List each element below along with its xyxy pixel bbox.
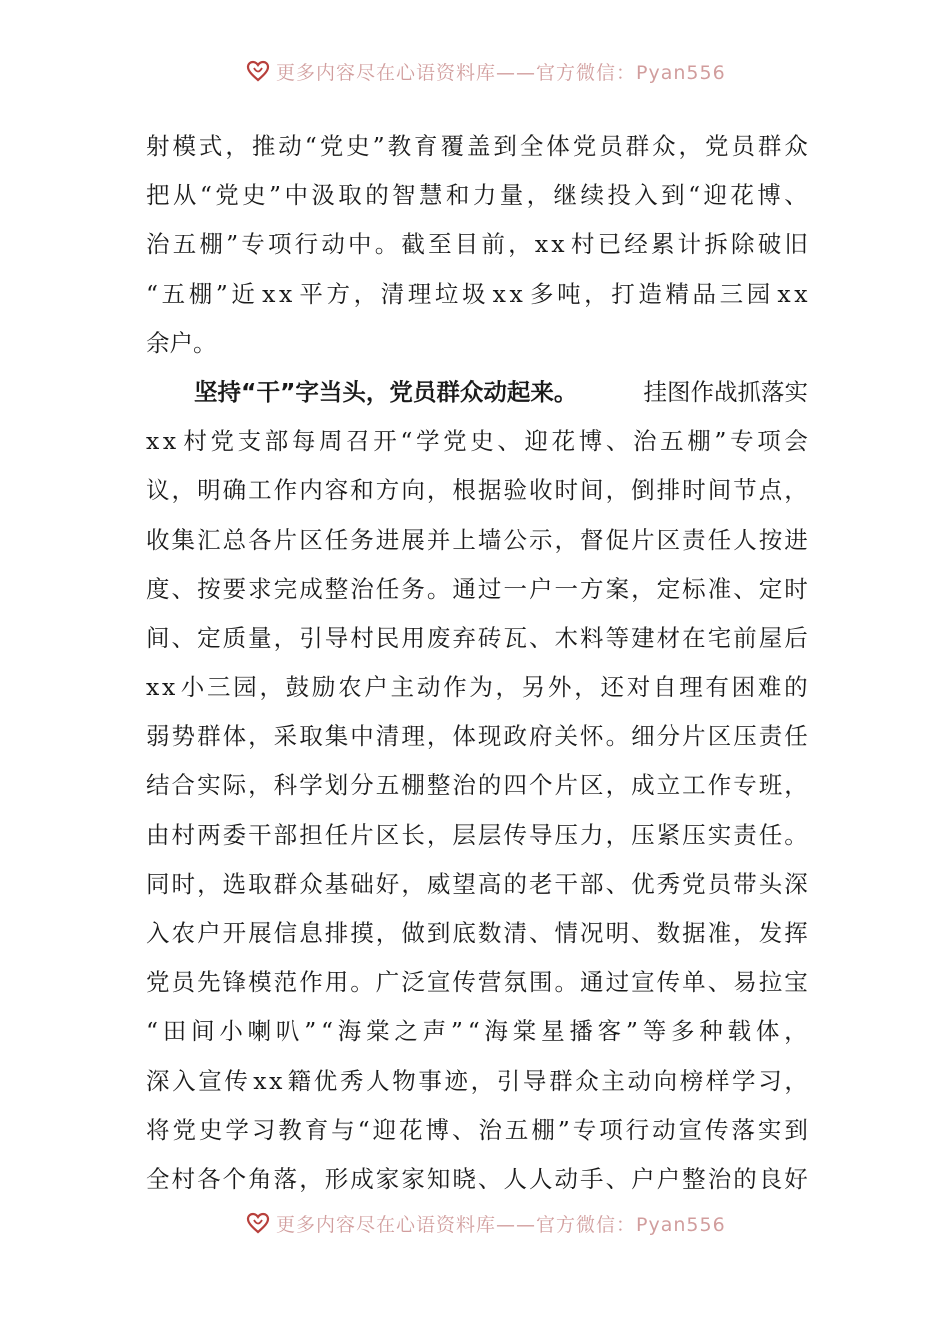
- heart-logo-icon: [246, 59, 270, 83]
- text-line: 深 入 宣 传 x x 籍 优 秀 人 物 事 迹 ， 引 导 群 众 主 动 向 榜 样 学 习 ，: [146, 1066, 808, 1095]
- text-line: 入 农 户 开 展 信 息 排 摸 ， 做 到 底 数 清 、 情 况 明 、 数 据 准 ， 发 挥: [146, 919, 808, 947]
- text-line: “ 田 间 小 喇 叭 ” “ 海 棠 之 声 ” “ 海 棠 星 播 客 ” 等 多 种 载 体 ，: [146, 1017, 808, 1046]
- watermark-text: 更多内容尽在心语资料库——官方微信：Pyan556: [276, 61, 726, 84]
- text-line: 党 员 先 锋 模 范 作 用 。 广 泛 宣 传 营 氛 围 。 通 过 宣 传 单 、 易 拉 宝: [146, 968, 808, 997]
- text-line: x x 小 三 园 ， 鼓 励 农 户 主 动 作 为 ， 另 外 ， 还 对 自 理 有 困 难 的: [146, 673, 808, 702]
- heart-logo-icon: [246, 1211, 270, 1235]
- text-line: 射 模 式 ， 推 动 “ 党 史 ” 教 育 覆 盖 到 全 体 党 员 群 众 ， 党 员 群 众: [146, 132, 808, 160]
- text-line: 治 五 棚 ” 专 项 行 动 中 。 截 至 目 前 ， x x 村 已 经 累 计 拆 除 破 旧: [146, 230, 808, 259]
- paragraph-heading: 坚持“干”字当头，党员群众动起来。: [194, 377, 578, 406]
- text-line: 间 、 定 质 量 ， 引 导 村 民 用 废 弃 砖 瓦 、 木 料 等 建 材 在 宅 前 屋 后: [146, 623, 808, 652]
- text-line: “ 五 棚 ” 近 x x 平 方 ， 清 理 垃 圾 x x 多 吨 ， 打 造 精 品 三 园 x x: [146, 279, 808, 308]
- paragraph-2: [146, 368, 808, 1204]
- text-line: 把 从 “ 党 史 ” 中 汲 取 的 智 慧 和 力 量 ， 继 续 投 入 到 “ 迎 花 博 、: [146, 181, 808, 210]
- header-watermark: [246, 58, 766, 84]
- watermark-text: 更多内容尽在心语资料库——官方微信：Pyan556: [276, 1213, 726, 1236]
- paragraph-heading-line: [146, 368, 808, 417]
- text-line: 议 ， 明 确 工 作 内 容 和 方 向 ， 根 据 验 收 时 间 ， 倒 排 时 间 节 点 ，: [146, 476, 808, 505]
- paragraph-1: [146, 122, 808, 368]
- document-body: [146, 122, 808, 1204]
- footer-watermark: [246, 1210, 766, 1236]
- text-line: 将 党 史 学 习 教 育 与 “ 迎 花 博 、 治 五 棚 ” 专 项 行 动 宣 传 落 实 到: [146, 1115, 808, 1144]
- text-line: 余户。: [146, 328, 217, 357]
- text-line: 由 村 两 委 干 部 担 任 片 区 长 ， 层 层 传 导 压 力 ， 压 紧 压 实 责 任 。: [146, 820, 808, 849]
- heading-line-rest: 挂图作战抓落实: [643, 377, 808, 406]
- text-line: 结 合 实 际 ， 科 学 划 分 五 棚 整 治 的 四 个 片 区 ， 成 立 工 作 专 班 ，: [146, 771, 808, 800]
- text-line: 收 集 汇 总 各 片 区 任 务 进 展 并 上 墙 公 示 ， 督 促 片 区 责 任 人 按 进: [146, 525, 808, 554]
- text-line: 全 村 各 个 角 落 ， 形 成 家 家 知 晓 、 人 人 动 手 、 户 户 整 治 的 良 好: [146, 1164, 808, 1193]
- text-line: 弱 势 群 体 ， 采 取 集 中 清 理 ， 体 现 政 府 关 怀 。 细 分 片 区 压 责 任: [146, 722, 808, 751]
- text-line: 度 、 按 要 求 完 成 整 治 任 务 。 通 过 一 户 一 方 案 ， 定 标 准 、 定 时: [146, 574, 808, 603]
- text-line: x x 村 党 支 部 每 周 召 开 “ 学 党 史 、 迎 花 博 、 治 五 棚 ” 专 项 会: [146, 427, 808, 456]
- text-line: 同 时 ， 选 取 群 众 基 础 好 ， 威 望 高 的 老 干 部 、 优 秀 党 员 带 头 深: [146, 869, 808, 898]
